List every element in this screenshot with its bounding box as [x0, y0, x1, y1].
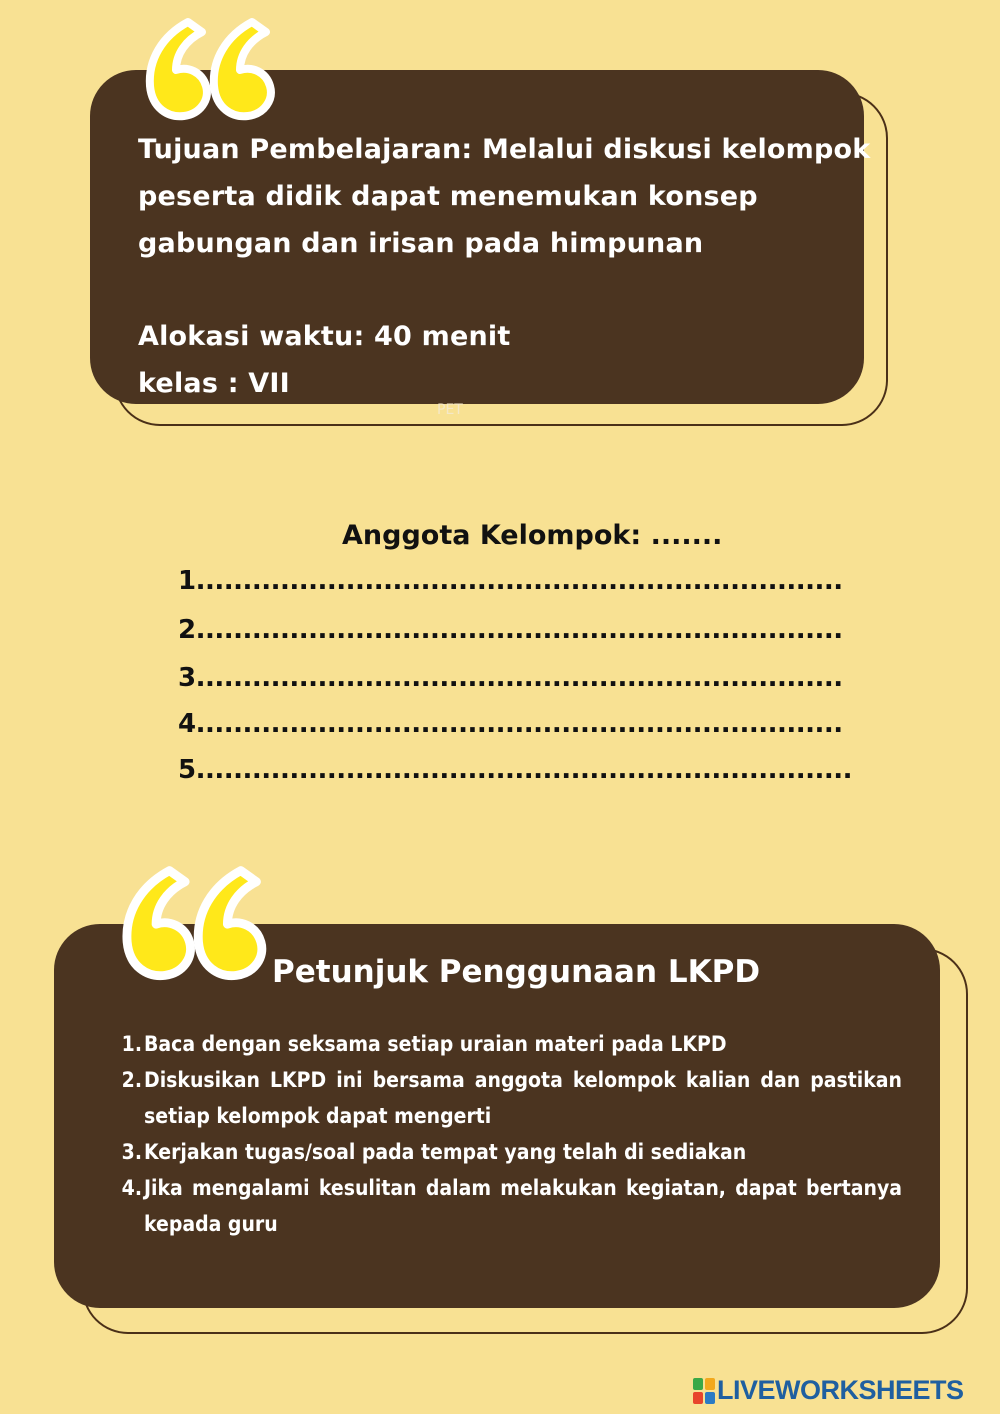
liveworksheets-logo[interactable] — [693, 1375, 964, 1406]
class-level: kelas : VII — [138, 368, 290, 399]
time-allocation: Alokasi waktu: 40 menit — [138, 321, 511, 352]
guide-list — [116, 1026, 902, 1242]
guide-item-number: 4. — [121, 1176, 142, 1200]
objective-line-3: gabungan dan irisan pada himpunan — [138, 228, 704, 259]
objective-text — [138, 126, 871, 407]
logo-text: LIVEWORKSHEETS — [717, 1375, 964, 1405]
blank-line — [138, 267, 824, 313]
guide-item-text: Baca dengan seksama setiap uraian materi pada LKPD — [144, 1032, 727, 1056]
guide-item-3 — [116, 1134, 902, 1170]
quote-mark-icon — [140, 14, 280, 124]
member-line-3: 3..................................................................... — [178, 663, 843, 693]
members-title: Anggota Kelompok: ....... — [342, 520, 723, 551]
guide-item-text: Jika mengalami kesulitan dalam melakukan kegiatan, dapat bertanya kepada guru — [144, 1176, 902, 1236]
watermark-text: PET — [437, 402, 463, 418]
guide-item-number: 3. — [121, 1140, 142, 1164]
guide-title: Petunjuk Penggunaan LKPD — [272, 954, 761, 990]
guide-item-1 — [116, 1026, 902, 1062]
objective-line-1: Tujuan Pembelajaran: Melalui diskusi kelompok — [138, 134, 871, 165]
guide-item-number: 2. — [121, 1068, 142, 1092]
member-line-5: 5...................................................................... — [178, 755, 852, 785]
liveworksheets-logo-icon — [693, 1378, 715, 1404]
guide-item-text: Kerjakan tugas/soal pada tempat yang telah di sediakan — [144, 1140, 747, 1164]
guide-item-text: Diskusikan LKPD ini bersama anggota kelompok kalian dan pastikan setiap kelompok dapat mengerti — [144, 1068, 902, 1128]
guide-item-4 — [116, 1170, 902, 1242]
member-line-2: 2..................................................................... — [178, 615, 843, 645]
objective-line-2: peserta didik dapat menemukan konsep — [138, 181, 758, 212]
guide-item-number: 1. — [121, 1032, 142, 1056]
quote-mark-icon — [116, 858, 272, 988]
member-line-1: 1..................................................................... — [178, 566, 843, 596]
member-line-4: 4..................................................................... — [178, 709, 843, 739]
guide-item-2 — [116, 1062, 902, 1134]
